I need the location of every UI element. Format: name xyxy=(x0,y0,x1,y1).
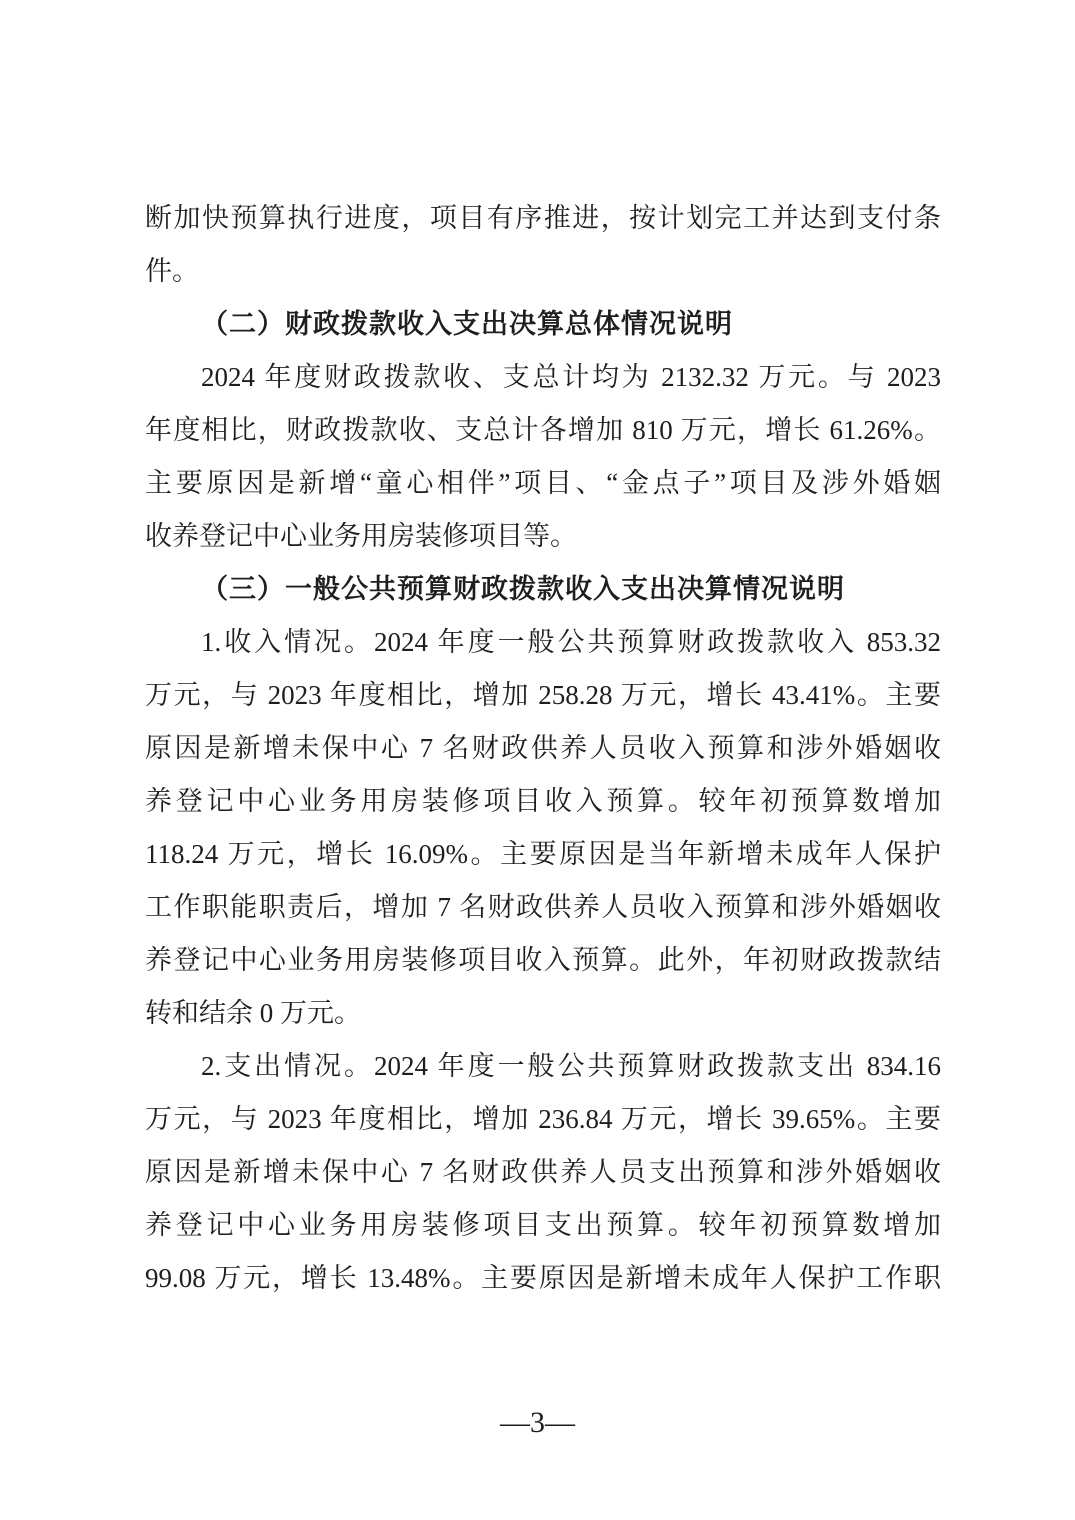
section-heading-3: （三）一般公共预算财政拨款收入支出决算情况说明 xyxy=(201,574,845,604)
paragraph-expenditure-situation xyxy=(145,1040,941,1305)
text-line: 2024 年度财政拨款收、支总计均为 2132.32 万元。与 2023 xyxy=(201,362,941,392)
page-number: —3— xyxy=(500,1406,575,1439)
text-line: 养登记中心业务用房装修项目收入预算。此外，年初财政拨款结 xyxy=(145,945,941,975)
text-line: 收养登记中心业务用房装修项目等。 xyxy=(145,521,577,551)
text-line: 118.24 万元，增长 16.09%。主要原因是当年新增未成年人保护 xyxy=(145,839,941,869)
text-line: 转和结余 0 万元。 xyxy=(145,998,361,1028)
text-line: 断加快预算执行进度，项目有序推进，按计划完工并达到支付条 xyxy=(145,203,941,233)
page-footer xyxy=(0,1407,1075,1439)
text-line: 2.支出情况。2024 年度一般公共预算财政拨款支出 834.16 xyxy=(201,1051,941,1081)
text-line: 工作职能职责后，增加 7 名财政供养人员收入预算和涉外婚姻收 xyxy=(145,892,941,922)
text-line: 万元，与 2023 年度相比，增加 236.84 万元，增长 39.65%。主要 xyxy=(145,1104,941,1134)
page-body-text xyxy=(145,192,941,1305)
text-line: 1.收入情况。2024 年度一般公共预算财政拨款收入 853.32 xyxy=(201,627,941,657)
text-line: 99.08 万元，增长 13.48%。主要原因是新增未成年人保护工作职 xyxy=(145,1263,941,1293)
text-line: 件。 xyxy=(145,256,199,286)
text-line: 原因是新增未保中心 7 名财政供养人员支出预算和涉外婚姻收 xyxy=(145,1157,941,1187)
text-line: 原因是新增未保中心 7 名财政供养人员收入预算和涉外婚姻收 xyxy=(145,733,941,763)
paragraph-income-situation xyxy=(145,616,941,1040)
section-3 xyxy=(145,563,941,616)
text-line: 养登记中心业务用房装修项目收入预算。较年初预算数增加 xyxy=(145,786,941,816)
text-line: 主要原因是新增“童心相伴”项目、“金点子”项目及涉外婚姻 xyxy=(145,468,941,498)
paragraph-budget-execution-continued xyxy=(145,192,941,298)
text-line: 万元，与 2023 年度相比，增加 258.28 万元，增长 43.41%。主要 xyxy=(145,680,941,710)
section-heading-2: （二）财政拨款收入支出决算总体情况说明 xyxy=(201,309,733,339)
text-line: 养登记中心业务用房装修项目支出预算。较年初预算数增加 xyxy=(145,1210,941,1240)
text-line: 年度相比，财政拨款收、支总计各增加 810 万元，增长 61.26%。 xyxy=(145,415,941,445)
paragraph-total-appropriation xyxy=(145,351,941,563)
section-2 xyxy=(145,298,941,351)
